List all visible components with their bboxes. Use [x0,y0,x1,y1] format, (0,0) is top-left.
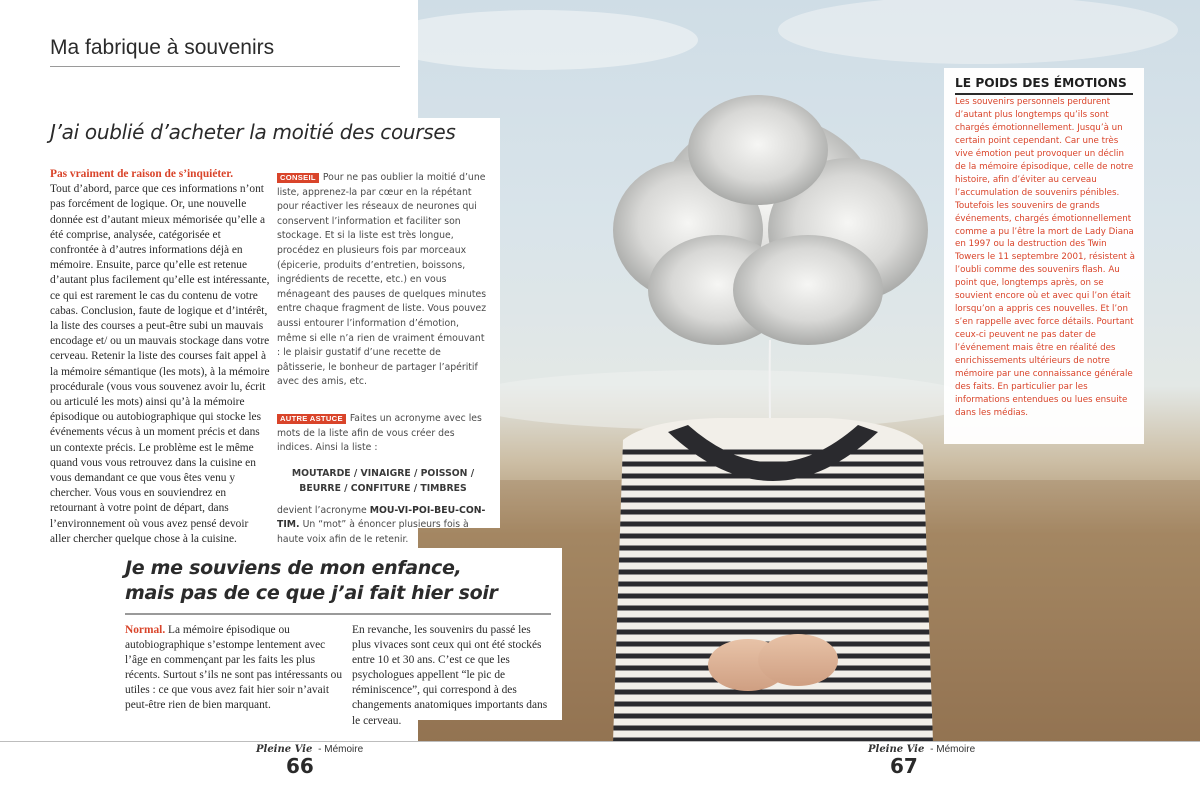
brand-logo-right: Pleine Vie [868,744,925,755]
article-childhood-col2: En revanche, les souvenirs du passé les plus vivaces sont ceux qui ont été stockés entre 10 et 30 ans. C’est ce que les psychologues appellent “le pic de réminiscence”, qui correspond à des changements anatomiques importants dans le cerveau. [352,624,548,727]
acronym-paragraph [277,504,489,548]
footer-rule [0,741,1200,742]
article-body-text: Tout d’abord, parce que ces informations n’ont pas forcément de logique. Or, une nouvelle donnée est d’autant mieux mémorisée qu’elle a été comprise, analysée, catégorisée et confrontée à d’autres informations déjà en mémoire. Ensuite, parce qu’elle est retenue d’autant plus facilement qu’elle est intéressante, ce qui est rarement le cas du contenu de votre cabas. Conclusion, faute de logique et d’intérêt, la liste des courses a peut-être subi un mauvais encodage et/ ou un mauvais stockage dans votre cerveau. Retenir la liste des courses fait appel à la mémoire sémantique (les mots), à la mémoire procédurale (vous vous souvenez avoir lu, écrit ou articulé les mots) ainsi qu’à la mémoire épisodique ou autobiographique qui stocke les événements vécus à un moment précis et dans un contexte précis. Le problème est le même quand vous vous retrouvez dans la cuisine en vous demandant ce que vous êtes venu y chercher. Vous vous en souviendrez en retournant à votre point de départ, dans l’environnement où vous avez pensé devoir aller chercher quelque chose à la cuisine. [50,183,270,545]
example-line-2: BEURRE / CONFITURE / TIMBRES [299,482,467,494]
article-body-shopping [50,167,270,547]
heading-line-1: Je me souviens de mon enfance, [125,557,462,579]
tips-column [277,171,489,547]
tip-other-text: Faites un acronyme avec les mots de la liste afin de vous créer des indices. Ainsi la liste : [277,412,482,454]
heading-rule [125,613,551,615]
tip-other-tag: AUTRE ASTUCE [277,414,346,424]
footer-separator-left: - [315,744,325,755]
tip-advice-text: Pour ne pas oublier la moitié d’une liste, apprenez-la par cœur en la répétant pour réactiver les réseaux de neurones qui conservent l’information et faciliter son stockage. Et si la liste est très longue, procédez en plusieurs fois par morceaux (épicerie, produits d’entretien, boissons, ingrédients de recette, etc.) en vous ménageant des pauses de quelques minutes entre chaque fragment de liste. Vous pouvez aussi entourer l’information d’émotion, même si elle n’a rien de vraiment émouvant : le plaisir gustatif d’une recette de pâtisserie, le bonheur de partager l’apéritif avec des amis, etc. [277,172,487,388]
article-lead: Pas vraiment de raison de s’inquiéter. [50,168,234,180]
footer-topic-right: Mémoire [936,744,976,755]
article-heading-childhood [125,556,555,606]
footer-separator-right: - [927,744,937,755]
heading-line-2: mais pas de ce que j’ai fait hier soir [125,582,498,604]
article-childhood-col1 [125,623,343,714]
footer-topic-left: Mémoire [324,744,364,755]
emotions-text: Les souvenirs personnels perdurent d’autant plus longtemps qu’ils sont chargés émotionnellement. Jusqu’à un certain point cependant. Car une très vive émotion peut provoquer un déclin de la mémoire épisodique, celle de notre histoire, afin d’éviter au cerveau l’accumulation de souvenirs pénibles. Toutefois les souvenirs de grands événements, chargés émotionnellement comme a pu l’être la mort de Lady Diana en 1997 ou la destruction des Twin Towers le 11 septembre 2001, résistent à l’oubli comme des souvenirs flash. Au point que, longtemps après, on se souvient encore où et avec qui l’on était lorsqu’on a appris ces nouvelles. Et l’on s’en rappelle avec force détails. Pourtant ceux-ci peuvent ne pas dater de l’événement mais être en réalité des enrichissements ultérieurs de notre mémoire par une connaissance générale des faits. En particulier par les informations entendues ou lues ensuite dans les médias. [955,97,1135,418]
section-title: Ma fabrique à souvenirs [50,36,400,67]
emotions-rule [955,93,1133,95]
emotions-title: LE POIDS DES ÉMOTIONS [955,76,1127,90]
acronym-intro: devient l’acronyme [277,504,367,516]
acronym-outro: Un “mot” à énoncer plusieurs fois à haute voix afin de le retenir. [277,519,469,545]
tip-other [277,412,489,456]
acronym-word: MOU-VI-POI-BEU-CON-TIM. [277,504,486,531]
example-line-1: MOUTARDE / VINAIGRE / POISSON / [291,467,475,479]
brand-logo-left: Pleine Vie [256,744,313,755]
tip-advice [277,171,489,390]
tip-advice-tag: CONSEIL [277,173,319,183]
example-list [277,466,489,496]
article-childhood-lead: Normal. [125,624,166,636]
article-heading-shopping: J’ai oublié d’acheter la moitié des courses [50,120,456,144]
footer [0,742,1200,790]
page-number-left: 66 [286,754,314,778]
footer-label-right [868,744,975,755]
article-childhood-text1: La mémoire épisodique ou autobiographique s’estompe lentement avec l’âge en commençant par les faits les plus récents. Surtout s’ils ne sont pas intéressants ou utiles : ce que vous avez fait hier soir n’avait peut-être rien de bien marquant. [125,624,343,712]
page-number-right: 67 [890,754,918,778]
